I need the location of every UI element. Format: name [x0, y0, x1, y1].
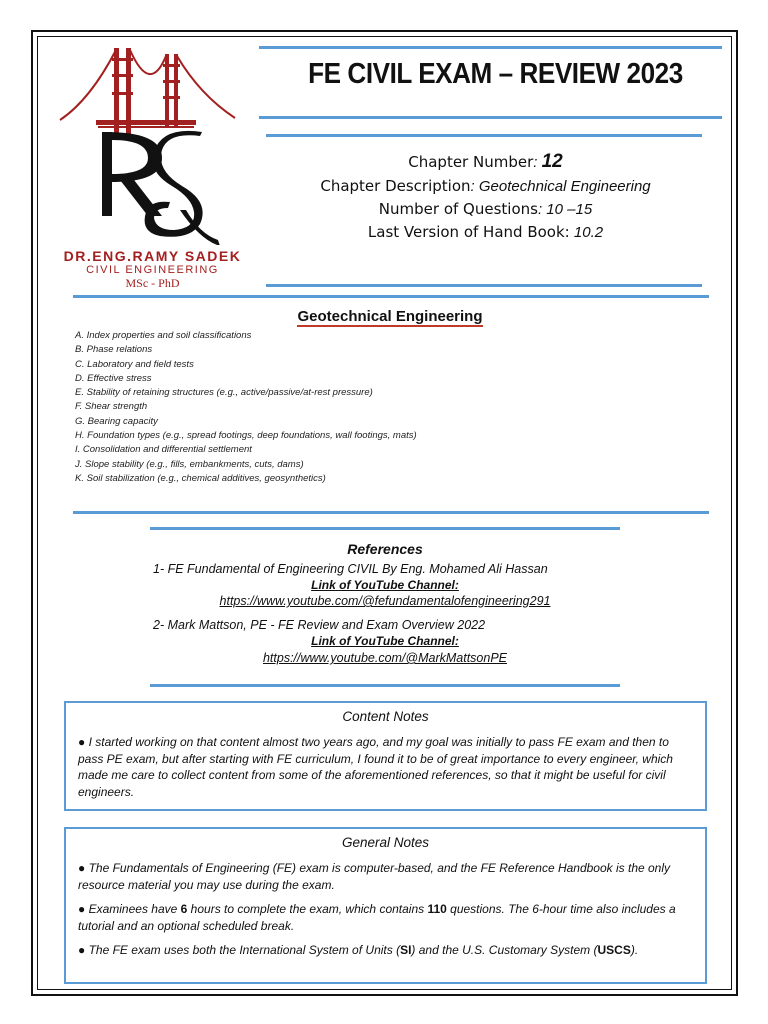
author-degree: MSc - PhD [125, 276, 180, 290]
si-abbrev: SI [400, 943, 412, 957]
reference-2-url[interactable]: https://www.youtube.com/@MarkMattsonPE [262, 651, 508, 665]
rule-references-bottom [150, 684, 620, 687]
content-notes-title: Content Notes [342, 709, 429, 724]
general-note-3 [66, 942, 705, 959]
rule-info-bottom [266, 284, 702, 287]
topic-item: F. Shear strength [75, 401, 148, 413]
chapter-description-value: Geotechnical Engineering [478, 178, 651, 195]
rule-under-title [259, 116, 722, 119]
topic-item: A. Index properties and soil classifications [75, 330, 252, 341]
author-field: CIVIL ENGINEERING [86, 264, 219, 276]
content-notes-body: I started working on that content almost two years ago, and my goal was initially to pass FE exam and then to pass PE exam, but after starting with FE curriculum, I found it to be of great importance to every engineer, which made me care to collect content from some of the aforementioned references, so that it might be useful for civil engineers. [78, 735, 673, 799]
bullet-icon: ● [78, 902, 86, 916]
general-note-3-text-c: ). [630, 943, 639, 957]
chapter-number-label: Chapter Number [408, 153, 534, 171]
section-title-text: Geotechnical Engineering [297, 308, 483, 325]
num-questions-line: Number of Questions: 10 –15 [378, 200, 593, 218]
topic-item: K. Soil stabilization (e.g., chemical additives, geosynthetics) [75, 472, 326, 484]
author-name: DR.ENG.RAMY SADEK [63, 248, 242, 264]
general-note-2-text-c: questions. The 6-hour time also includes a tutorial and an optional scheduled break. [78, 902, 676, 933]
chapter-description-label: Chapter Description [320, 177, 471, 195]
section-title [270, 308, 510, 325]
topic-item: I. Consolidation and differential settlement [75, 444, 252, 456]
author-logo [50, 40, 255, 292]
reference-2: 2- Mark Mattson, PE - FE Review and Exam Overview 2022 [153, 618, 486, 632]
topic-item: H. Foundation types (e.g., spread footings, deep foundations, wall footings, mats) [75, 430, 417, 442]
bullet-icon: ● [78, 735, 86, 749]
handbook-line [268, 223, 703, 241]
reference-1: 1- FE Fundamental of Engineering CIVIL By Eng. Mohamed Ali Hassan [153, 562, 548, 576]
page-title: FE CIVIL EXAM – REVIEW 2023 [308, 58, 683, 90]
exam-question-count: 110 [427, 902, 447, 916]
references-title: References [347, 541, 423, 557]
handbook-label: Last Version of Hand Book: [367, 223, 570, 241]
num-questions-label: Number of Questions [378, 200, 538, 218]
topic-item: J. Slope stability (e.g., fills, embankments, cuts, dams) [75, 458, 304, 470]
rule-references-top [150, 527, 620, 530]
bullet-icon: ● [78, 861, 86, 875]
topics-list [75, 329, 417, 486]
general-note-2-text-b: hours to complete the exam, which contains [187, 902, 428, 916]
rule-info-top [266, 134, 702, 137]
topic-item: C. Laboratory and field tests [75, 358, 194, 370]
topic-item: D. Effective stress [75, 372, 152, 384]
general-notes-title: General Notes [341, 835, 430, 850]
content-notes-text [66, 734, 705, 800]
chapter-number-value: 12 [541, 151, 563, 172]
rule-section-bottom [73, 511, 709, 514]
bullet-icon: ● [78, 943, 86, 957]
exam-hours: 6 [180, 902, 188, 916]
reference-2-link-label: Link of YouTube Channel: [311, 634, 459, 648]
reference-1-url[interactable]: https://www.youtube.com/@fefundamentalofengineering291 [219, 594, 551, 608]
topic-item: G. Bearing capacity [75, 415, 158, 427]
rule-top [259, 46, 722, 49]
chapter-number-line: Chapter Number: 12 [408, 151, 563, 172]
topic-item: B. Phase relations [75, 344, 153, 356]
general-note-1 [66, 860, 705, 893]
bridge-monogram-icon [50, 40, 255, 245]
topic-item: E. Stability of retaining structures (e.g., active/passive/at-rest pressure) [75, 387, 373, 399]
general-note-2 [66, 901, 705, 934]
general-notes-box [64, 827, 707, 984]
num-questions-value: 10 –15 [546, 201, 593, 218]
general-note-1-text: The Fundamentals of Engineering (FE) exam is computer-based, and the FE Reference Handbook is the only resource material you may use during the exam. [78, 861, 671, 892]
general-note-2-text-a: Examinees have [88, 902, 181, 916]
reference-1-link-label: Link of YouTube Channel: [311, 578, 459, 592]
content-notes-box [64, 701, 707, 811]
handbook-value: 10.2 [573, 224, 604, 241]
uscs-abbrev: USCS [597, 943, 631, 957]
general-note-3-text-a: The FE exam uses both the International System of Units ( [88, 943, 401, 957]
rule-section-top [73, 295, 709, 298]
general-note-3-text-b: ) and the U.S. Customary System ( [411, 943, 598, 957]
chapter-description-line: Chapter Description: Geotechnical Engineering [320, 177, 651, 195]
